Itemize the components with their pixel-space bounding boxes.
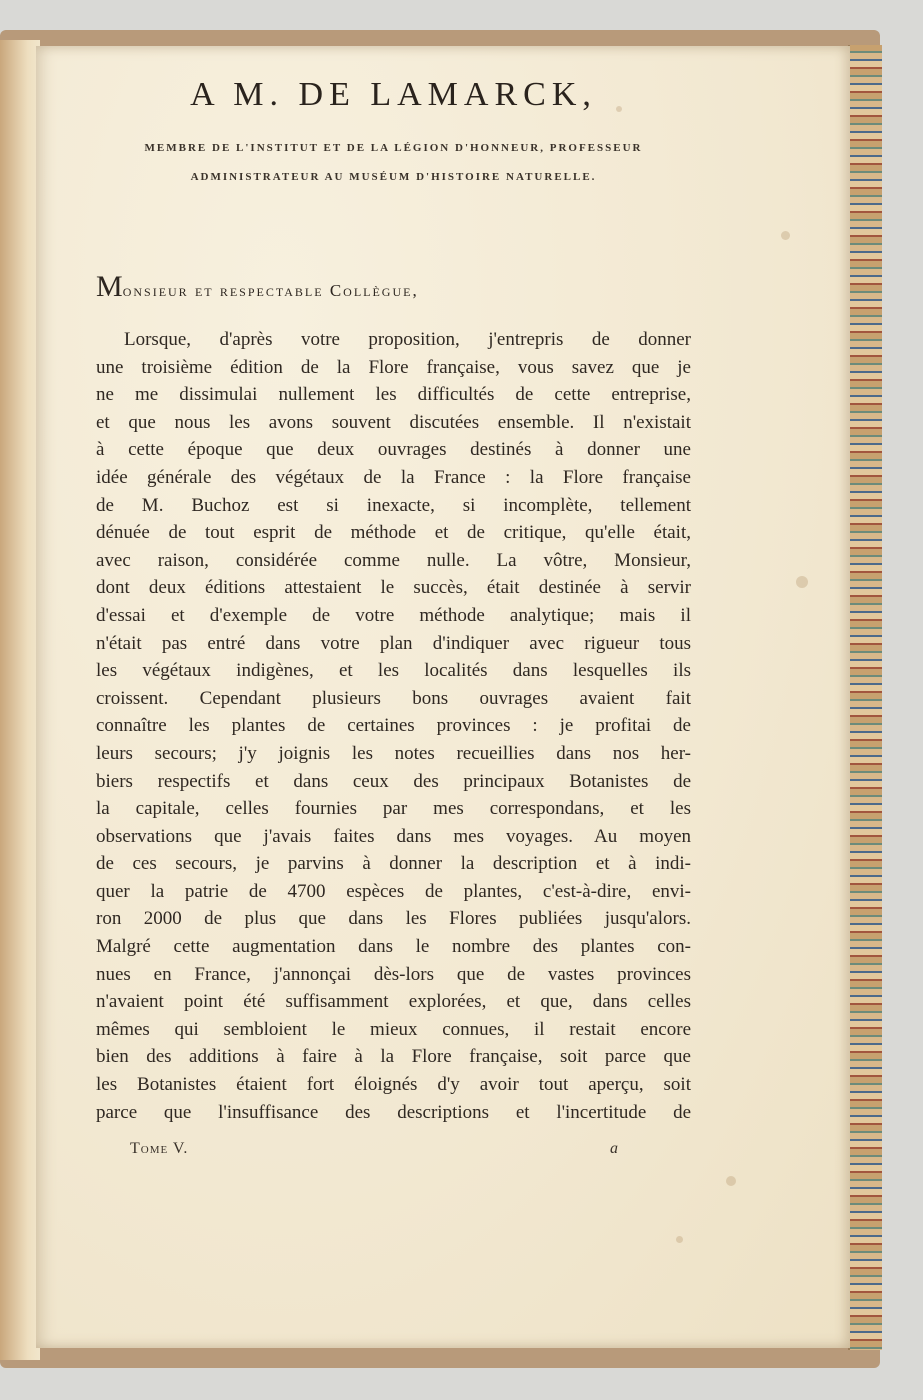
subtitle-line-1: MEMBRE DE L'INSTITUT ET DE LA LÉGION D'HONNEUR, PROFESSEUR xyxy=(144,142,643,154)
salutation-initial: M xyxy=(96,270,123,303)
body-line: observations que j'avais faites dans mes voyages. Au moyen xyxy=(96,825,691,847)
body-line: dénuée de tout esprit de méthode et de critique, qu'elle était, xyxy=(96,522,691,544)
body-line: biers respectifs et dans ceux des principaux Botanistes de xyxy=(96,770,691,792)
body-line: et que nous les avons souvent discutées ensemble. Il n'existait xyxy=(96,411,691,433)
body-line: une troisième édition de la Flore française, vous savez que je xyxy=(96,356,691,378)
page-left-edge xyxy=(0,40,40,1360)
page-fore-edge xyxy=(848,45,882,1350)
body-line: à cette époque que deux ouvrages destinés à donner une xyxy=(96,439,691,461)
body-line: les Botanistes étaient fort éloignés d'y avoir tout aperçu, soit xyxy=(96,1074,691,1096)
body-line: d'essai et d'exemple de votre méthode analytique; mais il xyxy=(96,604,691,626)
body-line: Lorsque, d'après votre proposition, j'entrepris de donner xyxy=(124,329,691,350)
body-line: ne me dissimulai nullement les difficultés de cette entreprise, xyxy=(96,384,691,406)
salutation xyxy=(96,270,691,304)
dedication-subtitle xyxy=(96,134,691,192)
body-line: de M. Buchoz est si inexacte, si incomplète, tellement xyxy=(96,494,691,516)
body-line: n'avaient point été suffisamment explorées, et que, dans celles xyxy=(96,991,691,1013)
body-line: les végétaux indigènes, et les localités dans lesquelles ils xyxy=(96,660,691,682)
volume-label: Tome V. xyxy=(130,1140,189,1157)
body-line: Malgré cette augmentation dans le nombre des plantes con- xyxy=(96,936,691,958)
signature-mark: a xyxy=(610,1140,618,1157)
body-line: avec raison, considérée comme nulle. La vôtre, Monsieur, xyxy=(96,549,691,571)
body-line: bien des additions à faire à la Flore française, soit parce que xyxy=(96,1046,691,1068)
body-line: dont deux éditions attestaient le succès, était destinée à servir xyxy=(96,577,691,599)
body-line: leurs secours; j'y joignis les notes recueillies dans nos her- xyxy=(96,742,691,764)
body-line: quer la patrie de 4700 espèces de plantes, c'est-à-dire, envi- xyxy=(96,880,691,902)
body-line: mêmes qui sembloient le mieux connues, il restait encore xyxy=(96,1018,691,1040)
body-line: idée générale des végétaux de la France : la Flore française xyxy=(96,466,691,488)
subtitle-line-2: ADMINISTRATEUR AU MUSÉUM D'HISTOIRE NATURELLE. xyxy=(190,171,597,183)
body-line: connaître les plantes de certaines provinces : je profitai de xyxy=(96,715,691,737)
dedication-title: A M. DE LAMARCK, xyxy=(190,76,597,113)
body-line: parce que l'insuffisance des descriptions et l'incertitude de xyxy=(96,1101,691,1123)
body-line: nues en France, j'annonçai dès-lors que de vastes provinces xyxy=(96,963,691,985)
body-line: n'était pas entré dans votre plan d'indiquer avec rigueur tous xyxy=(96,632,691,654)
body-line: la capitale, celles fournies par mes correspondans, et les xyxy=(96,798,691,820)
page-content xyxy=(96,52,691,1126)
body-line: ron 2000 de plus que dans les Flores publiées jusqu'alors. xyxy=(96,908,691,930)
salutation-text: onsieur et respectable Collègue, xyxy=(122,281,419,300)
body-line: de ces secours, je parvins à donner la description et à indi- xyxy=(96,853,691,875)
letter-body xyxy=(96,326,691,1126)
body-line: croissent. Cependant plusieurs bons ouvrages avaient fait xyxy=(96,687,691,709)
